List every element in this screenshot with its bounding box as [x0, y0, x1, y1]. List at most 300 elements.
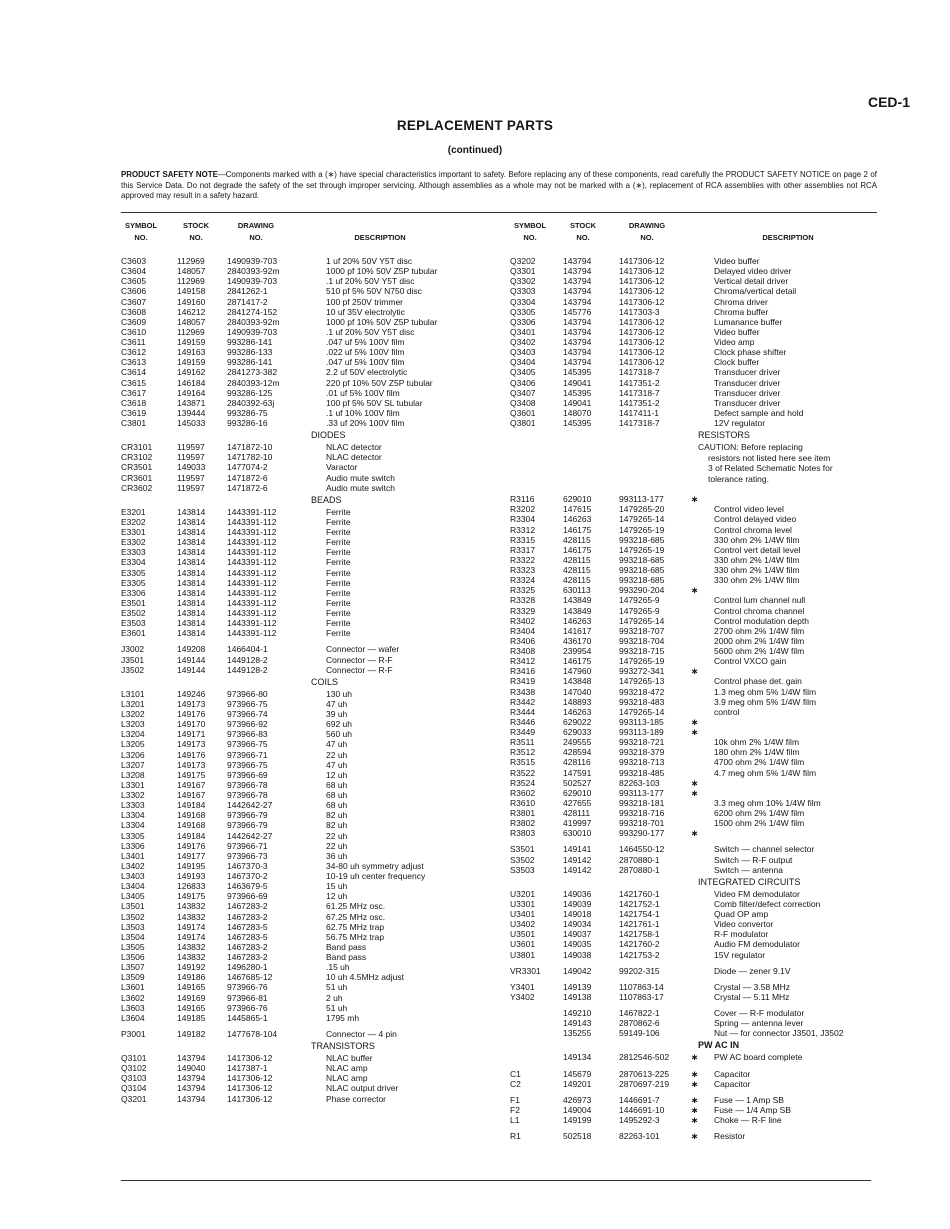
part-row [121, 483, 496, 493]
part-row [510, 768, 880, 778]
part-row [121, 1029, 496, 1039]
stock-no: 149160 [177, 296, 206, 307]
description: 1000 pf 10% 50V Z5P tubular [326, 316, 438, 327]
stock-no: 147615 [563, 504, 592, 515]
symbol-no: Q3302 [510, 276, 536, 287]
drawing-no: 1417306-12 [619, 296, 665, 307]
symbol-no: CR3602 [121, 482, 153, 493]
part-row [510, 535, 880, 545]
drawing-no: 1417306-12 [227, 1093, 273, 1104]
drawing-no: 2870697-219 [619, 1078, 670, 1089]
symbol-no: E3301 [121, 527, 146, 537]
symbol-no: CR3101 [121, 442, 153, 453]
symbol-no: R3406 [510, 635, 536, 646]
description: Transducer driver [714, 377, 781, 388]
stock-no: 149167 [177, 790, 206, 800]
drawing-no: 1107863-17 [619, 991, 664, 1002]
stock-no: 428115 [563, 575, 591, 586]
description: 560 uh [326, 729, 352, 740]
drawing-no: 1467685-12 [227, 972, 273, 983]
caution-line: tolerance rating. [708, 473, 769, 484]
description: .1 uf 20% 50V Y5T disc [326, 326, 415, 337]
description: Ferrite [326, 527, 351, 537]
description: Transducer driver [714, 367, 781, 378]
stock-no: 149165 [177, 1002, 206, 1013]
description: 2700 ohm 2% 1/4W film [714, 625, 805, 636]
description: Connector — R-F [326, 654, 393, 665]
symbol-no: L3401 [121, 850, 145, 861]
part-row [510, 525, 880, 535]
part-row [510, 778, 880, 788]
description: .1 uf 20% 50V Y5T disc [326, 276, 415, 287]
stock-no: 146175 [563, 544, 592, 555]
drawing-no: 1417306-12 [619, 256, 665, 266]
drawing-no: 1442642-27 [227, 800, 273, 811]
stock-no: 149041 [563, 377, 592, 388]
part-row [510, 266, 880, 276]
section-heading [121, 1039, 496, 1053]
part-row [510, 818, 880, 828]
part-row [121, 598, 496, 608]
part-row [121, 462, 496, 472]
drawing-no: 82263-103 [619, 777, 660, 788]
description: Switch — antenna [714, 864, 783, 875]
symbol-no: E3302 [121, 537, 146, 548]
description: 22 uh [326, 749, 348, 760]
part-row [121, 729, 496, 739]
description: 12 uh [326, 891, 348, 902]
stock-no: 145395 [563, 367, 592, 378]
description: 330 ohm 2% 1/4W film [714, 575, 800, 586]
symbol-no: R3324 [510, 575, 536, 586]
symbol-no: U3301 [510, 898, 536, 909]
description: .1 uf 10% 100V film [326, 407, 400, 418]
part-row [510, 929, 880, 939]
stock-no: 146175 [563, 524, 592, 535]
description: 47 uh [326, 739, 348, 750]
part-row [121, 689, 496, 699]
safety-mark: ∗ [691, 666, 699, 677]
drawing-no: 1417351-2 [619, 397, 660, 408]
drawing-no: 2840393-12m [227, 377, 280, 388]
stock-no: 629010 [563, 787, 592, 798]
drawing-no: 1442642-27 [227, 830, 273, 841]
symbol-no: L3402 [121, 860, 145, 871]
description: Video amp [714, 337, 755, 347]
description: .01 uf 5% 100V film [326, 387, 400, 398]
symbol-no: Q3201 [121, 1093, 147, 1104]
symbol-no: Q3102 [121, 1063, 147, 1074]
drawing-no: 59149-106 [619, 1028, 660, 1039]
stock-no: 149159 [177, 357, 206, 368]
stock-no: 143849 [563, 605, 592, 616]
description: 3.9 meg ohm 5% 1/4W film [714, 696, 817, 707]
drawing-no: 1417303-3 [619, 306, 660, 317]
symbol-no: E3304 [121, 557, 146, 568]
stock-no: 143794 [177, 1093, 206, 1104]
symbol-no: R3328 [510, 595, 536, 606]
stock-no: 143794 [563, 256, 592, 266]
col-header-drawing-text: DRAWING NO. [237, 221, 275, 242]
stock-no: 119597 [177, 442, 205, 453]
drawing-no: 1417306-12 [619, 326, 665, 337]
description: NLAC output driver [326, 1083, 399, 1094]
stock-no: 143832 [177, 901, 206, 912]
stock-no: 143814 [177, 628, 206, 639]
stock-no: 143794 [177, 1073, 206, 1084]
description: 12 uh [326, 769, 348, 780]
stock-no: 143794 [563, 326, 592, 337]
description: Quad OP amp [714, 909, 769, 919]
stock-no: 630113 [563, 585, 591, 596]
stock-no: 149004 [563, 1104, 592, 1115]
part-row [121, 418, 496, 428]
part-row [510, 950, 880, 960]
stock-no: 147960 [563, 666, 592, 677]
symbol-no: L3203 [121, 719, 145, 730]
stock-no: 428594 [563, 747, 592, 758]
part-row [121, 800, 496, 810]
symbol-no: L1 [510, 1115, 520, 1125]
stock-no: 143794 [563, 276, 592, 287]
drawing-no: 993218-181 [619, 797, 665, 808]
symbol-no: Q3101 [121, 1053, 147, 1063]
drawing-no: 1417306-12 [227, 1053, 273, 1063]
part-row [121, 452, 496, 462]
stock-no: 630010 [563, 828, 592, 839]
section-title: BEADS [311, 494, 342, 505]
symbol-no: L3306 [121, 840, 145, 851]
stock-no: 149018 [563, 909, 592, 919]
description: 22 uh [326, 830, 348, 841]
col-header-stock-text: STOCK NO. [182, 221, 210, 242]
section-title: DIODES [311, 430, 346, 441]
symbol-no: C3618 [121, 397, 147, 408]
description: Transducer driver [714, 397, 781, 408]
part-row [510, 606, 880, 616]
symbol-no: E3202 [121, 516, 146, 527]
drawing-no: 993218-716 [619, 808, 665, 818]
symbol-no: R3524 [510, 777, 536, 788]
symbol-no: L3404 [121, 881, 145, 892]
description: Ferrite [326, 567, 351, 578]
part-row [510, 982, 880, 992]
description: Choke — R-F line [714, 1115, 782, 1125]
symbol-no: R3312 [510, 524, 536, 535]
drawing-no: 1421753-2 [619, 949, 660, 960]
description: Ferrite [326, 557, 351, 568]
symbol-no: L3403 [121, 871, 145, 881]
symbol-no: Q3407 [510, 387, 536, 398]
drawing-no: 2870862-6 [619, 1018, 660, 1029]
symbol-no: L3501 [121, 901, 145, 912]
symbol-no: R3444 [510, 706, 536, 717]
drawing-no: 973966-81 [227, 992, 268, 1003]
part-row [121, 266, 496, 276]
stock-no: 149184 [177, 830, 206, 841]
drawing-no: 1467822-1 [619, 1008, 660, 1018]
stock-no: 146263 [563, 706, 592, 717]
symbol-no: Q3104 [121, 1083, 147, 1094]
description: Ferrite [326, 628, 351, 639]
symbol-no: L3502 [121, 911, 145, 922]
description: 68 uh [326, 779, 348, 790]
stock-no: 143794 [177, 1053, 206, 1063]
description: Chroma/vertical detail [714, 286, 797, 297]
description: Video convertor [714, 919, 774, 930]
stock-no: 143794 [563, 266, 592, 277]
safety-mark: ∗ [691, 1052, 699, 1063]
drawing-no: 993218-685 [619, 565, 665, 575]
symbol-no: E3303 [121, 547, 146, 558]
part-row [121, 790, 496, 800]
stock-no: 427655 [563, 797, 592, 808]
description: Crystal — 3.58 MHz [714, 981, 791, 992]
drawing-no: 993218-704 [619, 635, 665, 646]
stock-no: 149168 [177, 820, 206, 831]
part-row [510, 398, 880, 408]
symbol-no: Q3801 [510, 418, 536, 428]
part-row [121, 841, 496, 851]
col-header-stock-text: STOCK NO. [569, 221, 597, 242]
caution-line: resistors not listed here see item [708, 452, 831, 463]
part-row [510, 378, 880, 388]
symbol-no: E3305 [121, 567, 146, 578]
drawing-no: 1495292-3 [619, 1115, 660, 1125]
drawing-no: 1443391-112 [227, 516, 277, 527]
drawing-no: 1467283-2 [227, 952, 268, 962]
drawing-no: 1417306-12 [619, 286, 665, 297]
part-row [510, 899, 880, 909]
stock-no: 149174 [177, 921, 206, 932]
part-row [510, 626, 880, 636]
part-row [121, 820, 496, 830]
symbol-no: R3438 [510, 686, 536, 697]
col-header-drawing-left [226, 220, 286, 244]
drawing-no: 993218-379 [619, 747, 665, 758]
stock-no: 143814 [177, 567, 206, 578]
description: 15V regulator [714, 949, 766, 960]
part-row [121, 442, 496, 452]
part-row [121, 1053, 496, 1063]
section-heading [510, 1038, 880, 1052]
drawing-no: 1446691-10 [619, 1104, 665, 1115]
col-header-drawing-text: DRAWING NO. [628, 221, 666, 242]
description: 15 uh [326, 881, 348, 892]
description: Ferrite [326, 608, 351, 618]
drawing-no: 1443391-112 [227, 597, 277, 608]
drawing-no: 1467283-2 [227, 911, 268, 922]
description: 100 pf 5% 50V SL tubular [326, 397, 423, 408]
part-row [121, 760, 496, 770]
stock-no: 143849 [563, 595, 592, 606]
stock-no: 149175 [177, 769, 206, 780]
description: 68 uh [326, 790, 348, 800]
section-title: PW AC IN [698, 1040, 740, 1051]
col-header-description-right: DESCRIPTION [762, 233, 814, 242]
part-row [510, 555, 880, 565]
col-header-symbol-text: SYMBOL NO. [124, 221, 158, 242]
stock-no: 436170 [563, 635, 592, 646]
drawing-no: 993218-685 [619, 554, 665, 565]
stock-no: 143794 [563, 316, 592, 327]
stock-no: 149201 [563, 1078, 592, 1089]
stock-no: 428115 [563, 534, 591, 545]
stock-no: 119597 [177, 452, 205, 463]
description: Vertical detail driver [714, 276, 789, 287]
stock-no: 145033 [177, 418, 206, 428]
description: 39 uh [326, 709, 348, 719]
caution-line: 3 of Related Schematic Notes for [708, 463, 833, 474]
stock-no: 426973 [563, 1094, 592, 1105]
part-row [121, 286, 496, 296]
drawing-no: 993286-125 [227, 387, 273, 398]
safety-mark: ∗ [691, 494, 699, 505]
symbol-no: Q3405 [510, 367, 536, 378]
description: Resistor [714, 1131, 746, 1142]
part-row [510, 666, 880, 676]
stock-no: 143794 [563, 357, 592, 368]
symbol-no: Y3401 [510, 981, 535, 992]
stock-no: 149173 [177, 739, 206, 750]
symbol-no: R3803 [510, 828, 536, 839]
symbol-no: R3449 [510, 727, 536, 737]
symbol-no: C3801 [121, 418, 147, 428]
drawing-no: 1477678-104 [227, 1028, 278, 1039]
symbol-no: S3502 [510, 854, 535, 865]
part-row [510, 357, 880, 367]
part-row [510, 909, 880, 919]
stock-no: 148057 [177, 316, 206, 327]
part-row [510, 889, 880, 899]
symbol-no: R3408 [510, 646, 536, 656]
stock-no: 149139 [563, 981, 592, 992]
symbol-no: C3605 [121, 276, 147, 287]
description: 5600 ohm 2% 1/4W film [714, 646, 805, 656]
drawing-no: 1467370-3 [227, 860, 268, 871]
part-row [121, 942, 496, 952]
description: Audio mute switch [326, 482, 395, 493]
drawing-no: 1466404-1 [227, 644, 268, 655]
stock-no: 143814 [177, 506, 206, 517]
col-header-description-left: DESCRIPTION [354, 233, 406, 242]
drawing-no: 1443391-112 [227, 618, 277, 629]
part-row [121, 507, 496, 517]
symbol-no: C3612 [121, 347, 147, 358]
symbol-no: L3304 [121, 810, 145, 821]
symbol-no: L3503 [121, 921, 145, 932]
symbol-no: L3507 [121, 962, 145, 973]
symbol-no: U3801 [510, 949, 536, 960]
stock-no: 149164 [177, 387, 206, 398]
description: 36 uh [326, 850, 348, 861]
stock-no: 119597 [177, 472, 205, 483]
stock-no: 143814 [177, 547, 206, 558]
part-row [510, 1028, 880, 1038]
drawing-no: 1443391-112 [227, 557, 277, 568]
description: 82 uh [326, 820, 348, 831]
page-subtitle: (continued) [447, 145, 503, 156]
symbol-no: R3304 [510, 514, 536, 525]
symbol-no: L3509 [121, 972, 145, 983]
description: 47 uh [326, 759, 348, 770]
description: 51 uh [326, 982, 348, 993]
part-row [121, 993, 496, 1003]
symbol-no: Q3408 [510, 397, 536, 408]
description: 62.75 MHz trap [326, 921, 385, 932]
symbol-no: S3503 [510, 864, 535, 875]
drawing-no: 1464550-12 [619, 844, 665, 855]
description: Fuse — 1/4 Amp SB [714, 1104, 792, 1115]
stock-no: 149176 [177, 749, 206, 760]
drawing-no: 973966-78 [227, 790, 268, 800]
col-header-drawing-right [617, 220, 677, 244]
drawing-no: 1417318-7 [619, 418, 660, 428]
part-row [121, 557, 496, 567]
part-row [510, 595, 880, 605]
drawing-no: 993218-707 [619, 625, 665, 636]
stock-no: 239954 [563, 646, 592, 656]
symbol-no: L3206 [121, 749, 145, 760]
symbol-no: R3402 [510, 615, 536, 626]
drawing-no: 993113-177 [619, 494, 664, 505]
description: 22 uh [326, 840, 348, 851]
drawing-no: 993218-483 [619, 696, 665, 707]
stock-no: 149210 [563, 1008, 592, 1018]
part-row [510, 992, 880, 1002]
description: Capacitor [714, 1068, 751, 1079]
stock-no: 148893 [563, 696, 592, 707]
stock-no: 149142 [563, 864, 592, 875]
part-row [510, 939, 880, 949]
description: Band pass [326, 952, 367, 962]
description: Nut — for connector J3501, J3502 [714, 1028, 844, 1039]
description: NLAC amp [326, 1063, 368, 1074]
drawing-no: 1445865-1 [227, 1012, 268, 1023]
symbol-no: E3503 [121, 618, 146, 629]
drawing-no: 1471872-6 [227, 482, 268, 493]
stock-no: 143814 [177, 527, 206, 537]
drawing-no: 1443391-112 [227, 527, 277, 537]
symbol-no: F2 [510, 1104, 520, 1115]
drawing-no: 1417306-12 [227, 1083, 273, 1094]
symbol-no: R3610 [510, 797, 536, 808]
drawing-no: 973966-75 [227, 759, 268, 770]
drawing-no: 1479265-14 [619, 514, 665, 525]
stock-no: 143794 [563, 347, 592, 358]
symbol-no: L3602 [121, 992, 145, 1003]
part-row [510, 307, 880, 317]
stock-no: 139444 [177, 407, 206, 418]
part-row [121, 1094, 496, 1104]
drawing-no: 2840392-63j [227, 397, 275, 408]
symbol-no: C3611 [121, 337, 146, 347]
symbol-no: C3609 [121, 316, 147, 327]
drawing-no: 973966-74 [227, 709, 268, 719]
part-row [121, 780, 496, 790]
part-row [510, 798, 880, 808]
description: 10k ohm 2% 1/4W film [714, 737, 800, 748]
safety-mark: ∗ [691, 787, 699, 798]
description: Ferrite [326, 577, 351, 588]
symbol-no: C3614 [121, 367, 147, 378]
part-row [121, 276, 496, 286]
stock-no: 502518 [563, 1131, 592, 1142]
drawing-no: 993286-75 [227, 407, 268, 418]
symbol-no: E3306 [121, 587, 146, 598]
stock-no: 147591 [563, 767, 592, 778]
description: Control delayed video [714, 514, 797, 525]
